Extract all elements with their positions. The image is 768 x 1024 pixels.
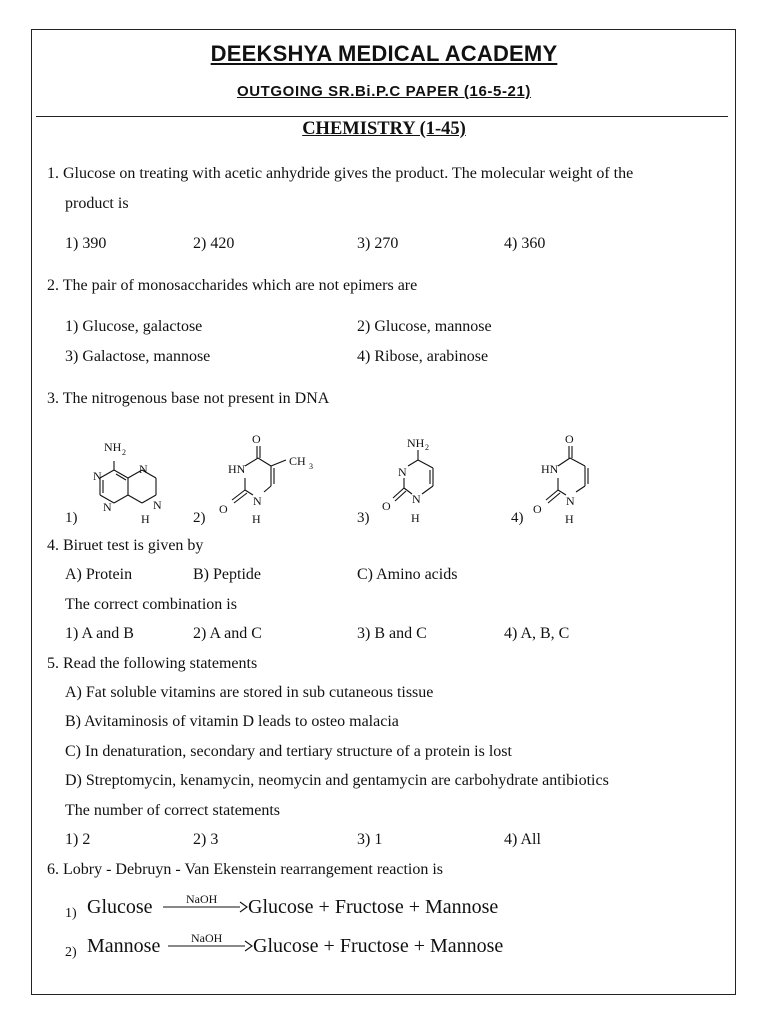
q3-structures xyxy=(0,428,768,532)
svg-text:O: O xyxy=(382,499,391,513)
q4-item-a: A) Protein xyxy=(65,566,133,583)
svg-text:N: N xyxy=(253,494,262,508)
q1-option-2: 2) 420 xyxy=(193,235,235,252)
q5-statement-d: D) Streptomycin, kenamycin, neomycin and gentamycin are carbohydrate antibiotics xyxy=(65,772,609,789)
q2-question: 2. The pair of monosaccharides which are not epimers are xyxy=(47,277,418,294)
reaction-2-reagent: NaOH xyxy=(191,931,223,945)
q5-option-1: 1) 2 xyxy=(65,831,91,848)
q1-line1: 1. Glucose on treating with acetic anhydride gives the product. The molecular weight of the xyxy=(47,165,634,182)
reaction-1-reactant: Glucose xyxy=(87,896,153,918)
q5-prompt: The number of correct statements xyxy=(65,802,281,819)
q5-statement-c: C) In denaturation, secondary and tertiary structure of a protein is lost xyxy=(65,743,512,760)
reaction-2-products: Glucose + Fructose + Mannose xyxy=(253,935,504,957)
svg-text:O: O xyxy=(252,432,261,446)
q3-option-2-number: 2) xyxy=(193,510,206,526)
q5-option-2: 2) 3 xyxy=(193,831,219,848)
q4-option-1: 1) A and B xyxy=(65,625,134,642)
svg-text:O: O xyxy=(533,502,542,516)
svg-text:2: 2 xyxy=(122,448,126,457)
svg-text:NH: NH xyxy=(407,436,425,450)
svg-text:H: H xyxy=(411,511,420,525)
reaction-1 xyxy=(65,892,498,921)
q4-item-b: B) Peptide xyxy=(193,566,261,583)
q4-combo-prompt: The correct combination is xyxy=(65,596,237,613)
q6-question: 6. Lobry - Debruyn - Van Ekenstein rearrangement reaction is xyxy=(47,861,444,878)
svg-text:HN: HN xyxy=(228,462,246,476)
svg-text:2: 2 xyxy=(425,443,429,452)
structure-4-icon xyxy=(533,432,588,526)
q2-option-2: 2) Glucose, mannose xyxy=(357,318,492,335)
reaction-1-number: 1) xyxy=(65,906,77,921)
section-heading: CHEMISTRY (1-45) xyxy=(302,119,466,139)
svg-text:H: H xyxy=(141,512,150,526)
svg-text:O: O xyxy=(565,432,574,446)
svg-text:O: O xyxy=(219,502,228,516)
svg-text:H: H xyxy=(252,512,261,526)
q1-option-1: 1) 390 xyxy=(65,235,107,252)
header-rule xyxy=(36,116,728,117)
q3-question: 3. The nitrogenous base not present in DNA xyxy=(47,390,330,407)
q2-option-4: 4) Ribose, arabinose xyxy=(357,348,489,365)
reaction-2 xyxy=(65,931,503,960)
svg-text:H: H xyxy=(565,512,574,526)
q5-statement-b: B) Avitaminosis of vitamin D leads to osteo malacia xyxy=(65,713,399,730)
q1-option-4: 4) 360 xyxy=(504,235,546,252)
q3-option-3-number: 3) xyxy=(357,510,370,526)
q4-option-4: 4) A, B, C xyxy=(504,625,570,642)
q1-option-3: 3) 270 xyxy=(357,235,399,252)
q2-option-3: 3) Galactose, mannose xyxy=(65,348,211,365)
reaction-1-products: Glucose + Fructose + Mannose xyxy=(248,896,499,918)
q6-reactions xyxy=(0,886,768,966)
reaction-2-reactant: Mannose xyxy=(87,935,161,957)
q2-option-1: 1) Glucose, galactose xyxy=(65,318,203,335)
q3-option-1-number: 1) xyxy=(65,510,78,526)
svg-text:N: N xyxy=(93,469,102,483)
svg-text:N: N xyxy=(103,500,112,514)
paper-subtitle: OUTGOING SR.Bi.P.C PAPER (16-5-21) xyxy=(236,83,532,100)
svg-text:CH: CH xyxy=(289,454,306,468)
structure-3-icon xyxy=(382,436,433,525)
svg-text:N: N xyxy=(566,494,575,508)
q5-question: 5. Read the following statements xyxy=(47,655,258,672)
q1-line2: product is xyxy=(65,195,129,212)
q4-option-3: 3) B and C xyxy=(357,625,427,642)
reaction-1-reagent: NaOH xyxy=(186,892,218,906)
structure-2-icon xyxy=(219,432,313,526)
reaction-2-number: 2) xyxy=(65,945,77,960)
svg-text:N: N xyxy=(153,498,162,512)
q5-option-3: 3) 1 xyxy=(357,831,383,848)
svg-text:N: N xyxy=(139,462,148,476)
q4-option-2: 2) A and C xyxy=(193,625,262,642)
q5-option-4: 4) All xyxy=(504,831,541,848)
svg-text:NH: NH xyxy=(104,440,122,454)
q3-option-4-number: 4) xyxy=(511,510,524,526)
structure-1-icon xyxy=(93,440,162,526)
svg-text:N: N xyxy=(398,465,407,479)
svg-text:HN: HN xyxy=(541,462,559,476)
svg-text:N: N xyxy=(412,492,421,506)
academy-title: DEEKSHYA MEDICAL ACADEMY xyxy=(210,41,558,66)
q4-item-c: C) Amino acids xyxy=(357,566,458,583)
svg-text:3: 3 xyxy=(309,462,313,471)
q5-statement-a: A) Fat soluble vitamins are stored in sub cutaneous tissue xyxy=(65,684,434,701)
q4-question: 4. Biruet test is given by xyxy=(47,537,204,554)
